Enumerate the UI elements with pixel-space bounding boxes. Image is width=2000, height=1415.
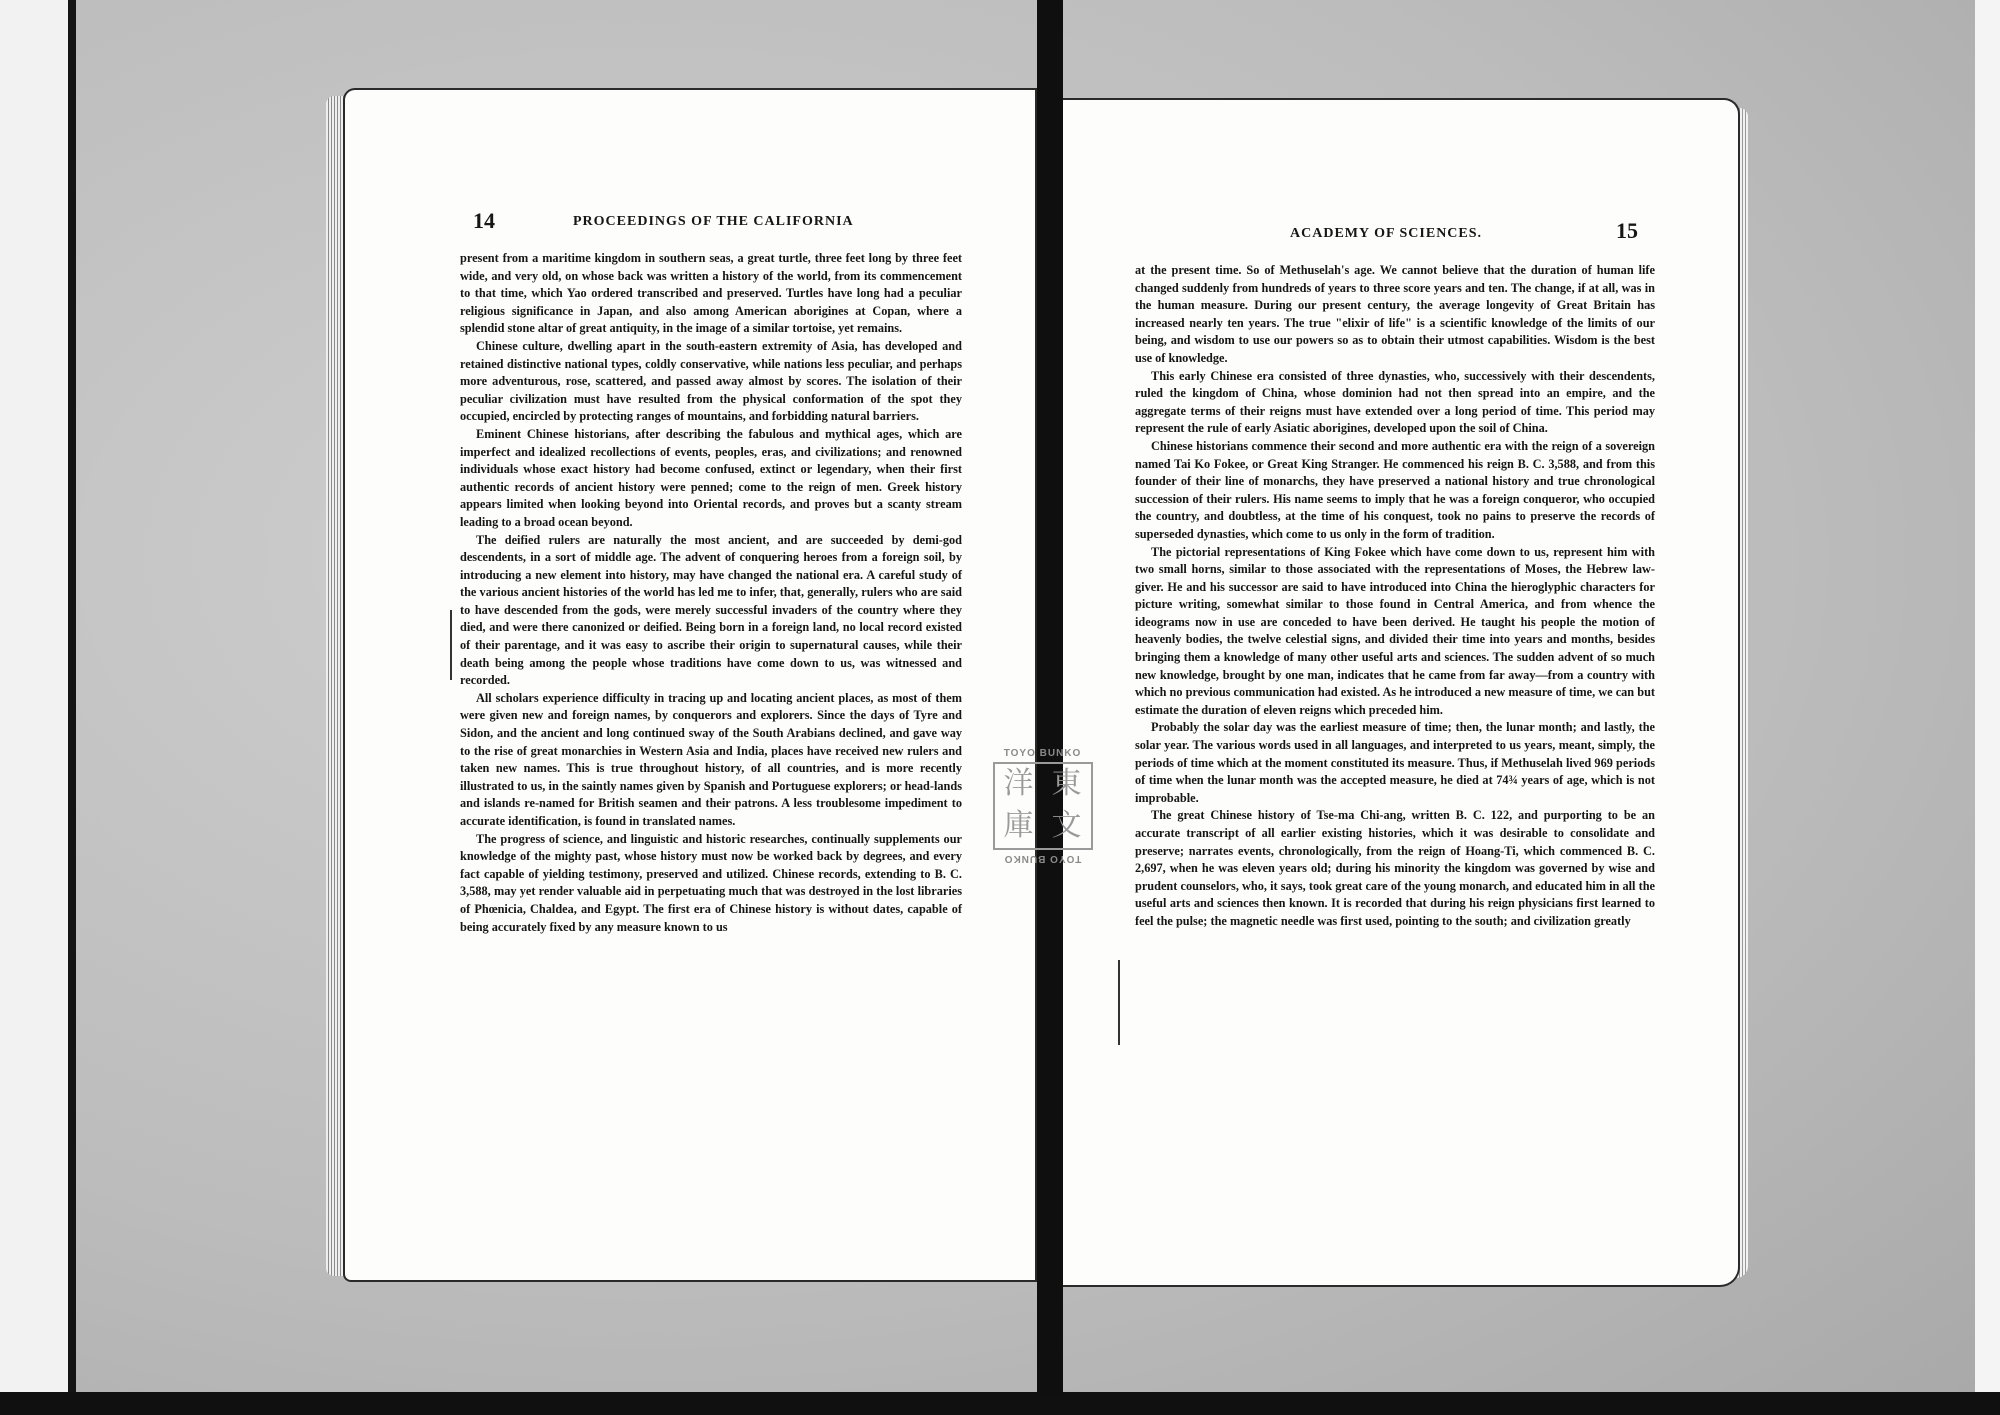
margin-pencil-mark	[1118, 960, 1120, 1045]
paragraph: The deified rulers are naturally the most ancient, and are succeeded by demi-god descendents, in a sort of middle age. The advent of conquering heroes from a foreign soil, by introducing a new element into history, may have changed the national era. A careful study of the various ancient histories of the world has led me to infer, that, generally, rulers who are said to have descended from the gods, were merely successful invaders of the country where they died, and were there canonized or deified. Being born in a foreign land, no local record existed of their parentage, and it was easy to ascribe their origin to supernatural causes, while their death being among the people whose traditions have come down to us, was witnessed and recorded.	[460, 532, 962, 688]
page-number: 14	[473, 208, 495, 233]
paragraph: The great Chinese history of Tse-ma Chi-ang, written B. C. 122, and purporting to be an accurate transcript of all earlier existing histories, which it was desirable to consolidate and preserve; narrates events, chronologically, from the reign of Hoang-Ti, which commenced B. C. 2,697, when he was eleven years old; during his minority the kingdom was governed by wise and prudent counselors, who, it says, took great care of the young monarch, and educated him in all the useful arts and sciences then known. It is recorded that during his reign physicians first learned to feel the pulse; the magnetic needle was first used, pointing to the south; and civilization greatly	[1135, 808, 1655, 928]
binding-clamp-bar	[1037, 0, 1063, 1395]
stamp-text-bottom: TOYO BUNKO	[1003, 853, 1082, 864]
scan-border-left	[68, 0, 76, 1395]
scan-margin-left	[0, 0, 70, 1415]
paragraph: Probably the solar day was the earliest measure of time; then, the lunar month; and lastly, the solar year. The various words used in all languages, and interpreted to us years, meant, simply, the periods of time which at the moment constituted its measure. Thus, if Methuselah lived 969 periods of time when the lunar month was the accepted measure, he died at 74¾ years of age, which is not improbable.	[1135, 720, 1655, 805]
paragraph: Chinese historians commence their second and more authentic era with the reign of a sovereign named Tai Ko Fokee, or Great King Stranger. He commenced his reign B. C. 3,588, and from this founder of their line of monarchs, they have preserved a national history and true chronological succession of their rulers. His name seems to imply that he was a foreign conqueror, who occupied the country, and doubtless, at the time of his conquest, took no pains to preserve the records of superseded dynasties, which come to us only in the form of tradition.	[1135, 438, 1655, 541]
running-header: PROCEEDINGS OF THE CALIFORNIA	[573, 214, 854, 229]
scan-border-bottom	[0, 1392, 2000, 1415]
paragraph: The pictorial representations of King Fokee which have come down to us, represent him with two small horns, similar to those associated with the representations of Moses, the Hebrew law-giver. He and his successor are said to have introduced into China the hieroglyphic characters for picture writing, somewhat similar to those found in Central America, and from whence the ideograms now in use are conceded to have been derived. He taught his people the motion of heavenly bodies, the twelve celestial signs, and divided their time into years and months, besides bringing them a knowledge of many other useful arts and sciences. The sudden advent of so much new knowledge, brought by one man, indicates that he came from far away—from a country with which no previous communication had existed. As he introduced a new measure of time, we can but estimate the duration of eleven reigns which preceded him.	[1135, 544, 1655, 717]
stamp-char: 洋	[1003, 767, 1034, 800]
paragraph: The progress of science, and linguistic and historic researches, continually supplements our knowledge of the mighty past, whose history must now be worked back by degrees, and every fact capable of yielding testimony, preserved and utilized. Chinese records, extending to B. C. 3,588, may yet render valuable aid in perpetuating much that was destroyed in the lost libraries of Phœnicia, Chaldea, and Egypt. The first era of Chinese history is without dates, capable of being accurately fixed by any measure known to us	[460, 831, 962, 934]
paragraph: All scholars experience difficulty in tracing up and locating ancient places, as most of them were given new and foreign names, by conquerors and explorers. Since the days of Tyre and Sidon, and the ancient and long continued sway of the South Arabians declined, and gave way to the rise of great monarchies in Western Asia and India, places have received new rulers and taken new names. This is true throughout history, of all countries, and is more recently illustrated to us, in the saintly names given by Spanish and Portuguese explorers; or head-lands and islands re-named for British seamen and their patrons. A less troublesome impediment to accurate identification, is found in translated names.	[460, 690, 962, 828]
running-header: ACADEMY OF SCIENCES.	[1290, 226, 1483, 241]
stamp-char: 文	[1051, 809, 1082, 842]
paragraph: Eminent Chinese historians, after describing the fabulous and mythical ages, which are imperfect and idealized recollections of events, peoples, eras, and civilizations; and renowned individuals whose exact history had become confused, extinct or legendary, when their first authentic records of ancient history were penned; come to the reign of men. Greek history appears limited when looking beyond into Oriental records, and proves but a scanty stream leading to a broad ocean beyond.	[460, 426, 962, 529]
right-page	[1063, 100, 1738, 1285]
stamp-char: 東	[1051, 767, 1082, 800]
paragraph: present from a maritime kingdom in southern seas, a great turtle, three feet long by three feet wide, and very old, on whose back was written a history of the world, from its commencement to that time, which Yao ordered transcribed and preserved. Turtles have long had a peculiar religious significance in Japan, and also among American aborigines at Copan, where a splendid stone altar of great antiquity, in the image of a similar tortoise, yet remains.	[460, 251, 962, 336]
left-page	[345, 90, 1035, 1280]
paragraph: at the present time. So of Methuselah's age. We cannot believe that the duration of human life changed suddenly from hundreds of years to three score years and ten. The change, if at all, was in the human measure. During our present century, the average longevity of Great Britain has increased nearly ten years. The true "elixir of life" is a scientific knowledge of the limits of our being, and wisdom to use our powers so as to obtain their utmost capabilities. Wisdom is the best use of knowledge.	[1135, 263, 1655, 365]
text-column	[1135, 262, 1655, 931]
paragraph: Chinese culture, dwelling apart in the south-eastern extremity of Asia, has developed and retained distinctive national types, coldly conservative, while nations less peculiar, and perhaps more adventurous, rose, scattered, and passed away almost by scores. The isolation of their peculiar civilization must have resulted from the physical conformation of the spot they occupied, encircled by protecting ranges of mountains, and forbidding natural barriers.	[460, 338, 962, 424]
stamp-char: 庫	[1003, 809, 1034, 842]
page-number: 15	[1616, 218, 1638, 243]
paragraph: This early Chinese era consisted of three dynasties, who, successively with their descendents, ruled the kingdom of China, whose dominion had not then spread into an empire, and the aggregate terms of their reigns must have extended over a long period of time. This period may represent the rule of early Asiatic aborigines, developed upon the soil of China.	[1135, 368, 1655, 436]
stamp-text-top: TOYO BUNKO	[1003, 748, 1082, 759]
library-stamp	[985, 748, 1100, 866]
stamp-seal	[993, 762, 1093, 850]
text-column	[460, 250, 962, 936]
scan-margin-right	[1975, 0, 2000, 1415]
margin-pencil-mark	[450, 610, 452, 680]
